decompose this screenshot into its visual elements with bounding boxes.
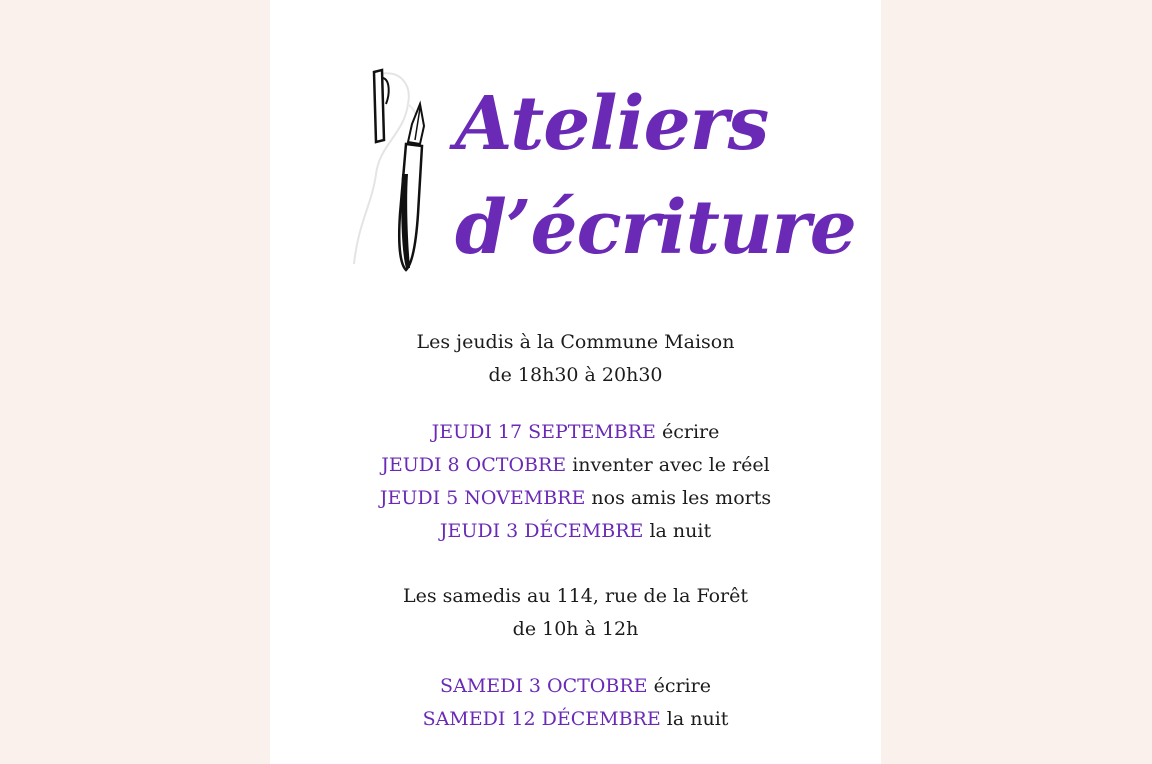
- session-item: [270, 449, 881, 482]
- flyer-title: [455, 72, 856, 280]
- samedis-sessions: [270, 670, 881, 736]
- samedis-time: de 10h à 12h: [512, 618, 639, 640]
- session-theme: nos amis les morts: [591, 487, 772, 509]
- samedis-location: Les samedis au 114, rue de la Forêt: [402, 585, 748, 607]
- session-date: JEUDI 17 SEPTEMBRE: [431, 421, 656, 443]
- session-date: SAMEDI 12 DÉCEMBRE: [422, 708, 661, 730]
- session-date: SAMEDI 3 OCTOBRE: [440, 675, 648, 697]
- session-item: [270, 482, 881, 515]
- session-item: [270, 670, 881, 703]
- jeudis-location: Les jeudis à la Commune Maison: [416, 331, 735, 353]
- jeudis-intro: [270, 326, 881, 392]
- session-date: JEUDI 5 NOVEMBRE: [379, 487, 586, 509]
- session-date: JEUDI 8 OCTOBRE: [381, 454, 567, 476]
- session-date: JEUDI 3 DÉCEMBRE: [439, 520, 644, 542]
- fountain-pen-icon: [350, 64, 440, 278]
- session-theme: inventer avec le réel: [572, 454, 770, 476]
- session-item: [270, 703, 881, 736]
- title-line-1: Ateliers: [455, 81, 769, 167]
- samedis-intro: [270, 580, 881, 646]
- session-theme: écrire: [653, 675, 711, 697]
- session-theme: la nuit: [649, 520, 712, 542]
- jeudis-time: de 18h30 à 20h30: [488, 364, 663, 386]
- session-item: [270, 515, 881, 548]
- jeudis-sessions: [270, 416, 881, 548]
- title-line-2: d’écriture: [455, 185, 856, 271]
- session-item: [270, 416, 881, 449]
- session-theme: écrire: [661, 421, 720, 443]
- flyer-page: [270, 0, 881, 764]
- session-theme: la nuit: [666, 708, 729, 730]
